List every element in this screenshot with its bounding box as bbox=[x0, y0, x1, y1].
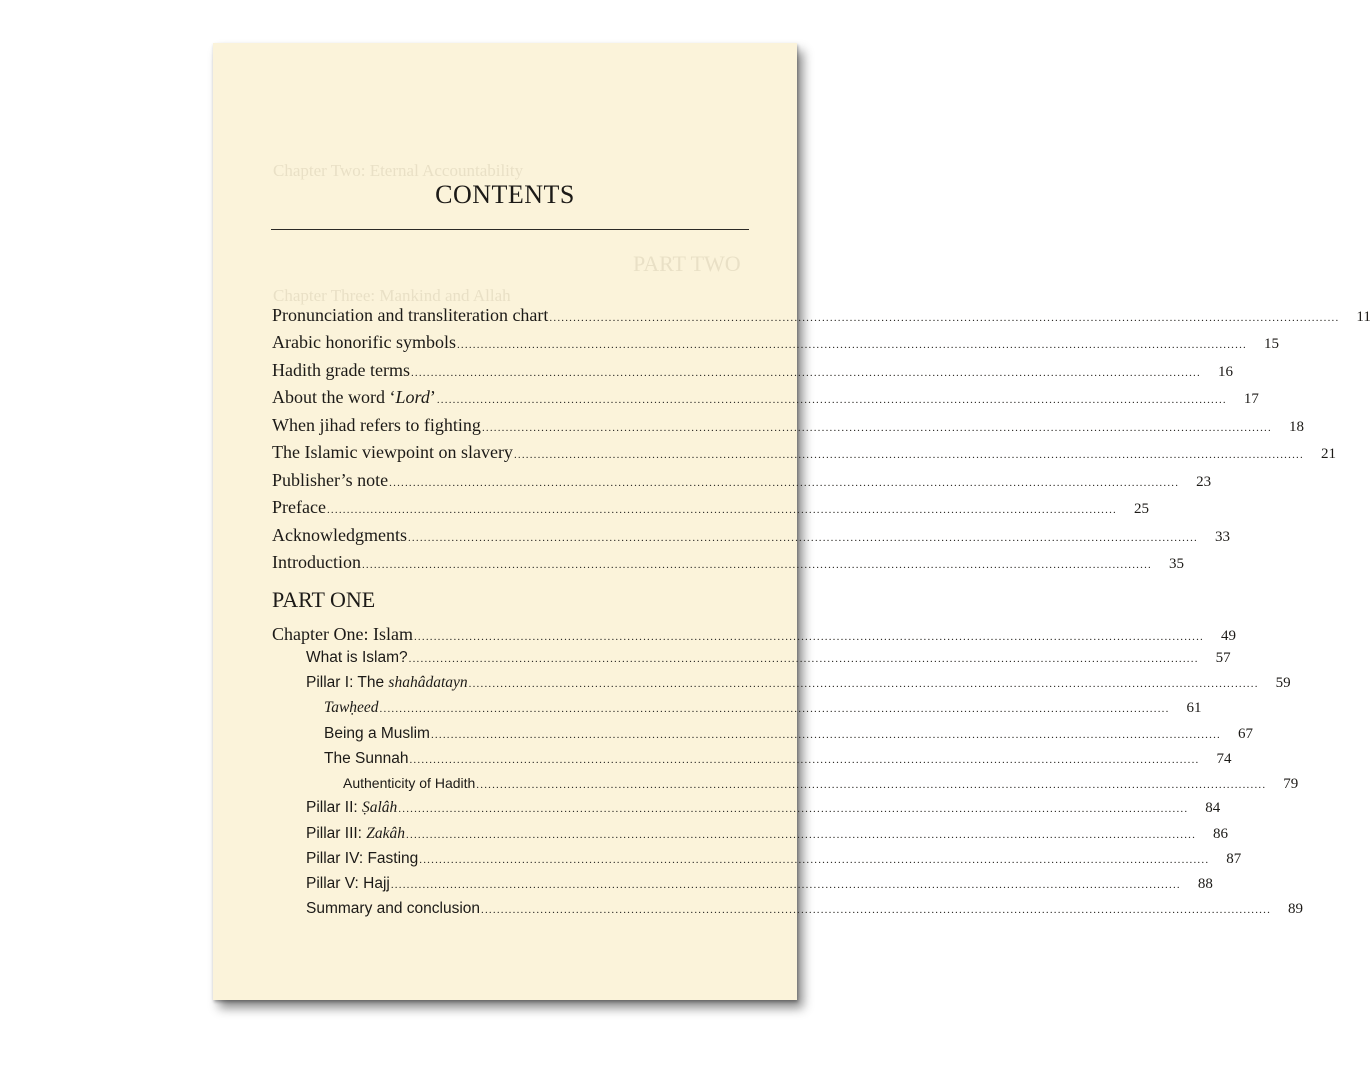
toc-page-number: 57 bbox=[1215, 650, 1231, 666]
toc-entry-publishers-note bbox=[272, 470, 1212, 496]
label-italic: Zakâh bbox=[366, 825, 406, 842]
label-italic: Lord bbox=[395, 387, 430, 407]
toc-entry-pillar-four bbox=[306, 850, 1242, 876]
toc-entry-hadith-grade-terms bbox=[272, 360, 1233, 386]
toc-entry-acknowledgments bbox=[272, 525, 1230, 551]
label-italic: shahâdatayn bbox=[388, 674, 468, 691]
toc-entry-label: The Sunnah bbox=[324, 750, 409, 767]
toc-entry-label: Summary and conclusion bbox=[306, 900, 481, 917]
toc-entry-pillar-three bbox=[306, 825, 1229, 851]
toc-entry-introduction bbox=[272, 552, 1184, 578]
toc-page-number: 25 bbox=[1133, 501, 1149, 517]
dot-leader: ........................................................................................................................................................................................................ bbox=[389, 477, 1180, 489]
toc-page-number: 74 bbox=[1216, 751, 1232, 767]
dot-leader: ........................................................................................................................................................................................................ bbox=[379, 703, 1170, 715]
dot-leader: ........................................................................................................................................................................................................ bbox=[398, 803, 1189, 815]
dot-leader: ........................................................................................................................................................................................................ bbox=[481, 422, 1272, 434]
toc-entry-label: The Islamic viewpoint on slavery bbox=[272, 442, 513, 462]
toc-page-number: 89 bbox=[1288, 901, 1304, 917]
toc-entry-pillar-two bbox=[306, 799, 1221, 825]
toc-page-number: 61 bbox=[1186, 700, 1202, 716]
toc-entry-label: Chapter One: Islam bbox=[272, 624, 413, 644]
title-rule bbox=[271, 229, 749, 230]
dot-leader: ........................................................................................................................................................................................................ bbox=[406, 829, 1197, 841]
toc-page-number: 84 bbox=[1205, 800, 1221, 816]
dot-leader: ........................................................................................................................................................................................................ bbox=[513, 449, 1304, 461]
dot-leader: ........................................................................................................................................................................................................ bbox=[476, 779, 1267, 791]
dot-leader: ........................................................................................................................................................................................................ bbox=[419, 854, 1210, 866]
show-through-line: PART TWO bbox=[633, 251, 741, 276]
toc-entry-tawheed bbox=[324, 699, 1202, 725]
toc-entry-label: Arabic honorific symbols bbox=[272, 332, 456, 352]
toc-entry-label bbox=[306, 674, 468, 692]
dot-leader: ........................................................................................................................................................................................................ bbox=[430, 729, 1221, 741]
label-text: Pillar I: The bbox=[306, 674, 389, 691]
toc-page-number: 49 bbox=[1220, 628, 1236, 644]
dot-leader: ........................................................................................................................................................................................................ bbox=[481, 904, 1272, 916]
toc-entry-label: Acknowledgments bbox=[272, 525, 407, 545]
toc-page-number: 88 bbox=[1197, 876, 1213, 892]
toc-page-number: 18 bbox=[1288, 419, 1304, 435]
toc-entry-pillar-five bbox=[306, 875, 1213, 901]
dot-leader: ........................................................................................................................................................................................................ bbox=[413, 631, 1204, 643]
toc-entry-label: Pillar IV: Fasting bbox=[306, 850, 419, 867]
toc-page-number: 21 bbox=[1320, 446, 1336, 462]
dot-leader: ........................................................................................................................................................................................................ bbox=[407, 532, 1198, 544]
toc-page-number: 87 bbox=[1226, 851, 1242, 867]
toc-entry-pillar-one bbox=[306, 674, 1291, 700]
toc-entry-label: Pillar V: Hajj bbox=[306, 875, 390, 892]
toc-page-number: 15 bbox=[1263, 336, 1279, 352]
toc-page-number: 16 bbox=[1217, 364, 1233, 380]
show-through-line: Chapter Two: Eternal Accountability bbox=[273, 161, 524, 180]
toc-entry-label bbox=[272, 387, 436, 408]
toc-entry-label: Authenticity of Hadith bbox=[343, 775, 476, 791]
toc-page-number: 23 bbox=[1196, 474, 1212, 490]
book-page bbox=[213, 43, 1371, 1000]
label-text: Pillar III: bbox=[306, 825, 367, 842]
dot-leader: ........................................................................................................................................................................................................ bbox=[326, 504, 1117, 516]
toc-entry-label bbox=[306, 799, 397, 817]
label-text: Pillar II: bbox=[306, 799, 362, 816]
dot-leader: ........................................................................................................................................................................................................ bbox=[390, 879, 1181, 891]
toc-entry-label: Introduction bbox=[272, 552, 361, 572]
dot-leader: ........................................................................................................................................................................................................ bbox=[409, 754, 1200, 766]
dot-leader: ........................................................................................................................................................................................................ bbox=[468, 678, 1259, 690]
dot-leader: ........................................................................................................................................................................................................ bbox=[361, 559, 1152, 571]
toc-entry-label: Preface bbox=[272, 497, 326, 517]
toc-entry-authenticity-of-hadith bbox=[343, 775, 1299, 801]
toc-entry-summary-and-conclusion bbox=[306, 900, 1304, 926]
toc-entry-what-is-islam bbox=[306, 649, 1231, 675]
toc-page-number: 17 bbox=[1243, 391, 1259, 407]
dot-leader: ........................................................................................................................................................................................................ bbox=[549, 312, 1340, 324]
label-text: ’ bbox=[429, 387, 436, 407]
toc-entry-the-sunnah bbox=[324, 750, 1232, 776]
toc-entry-being-a-muslim bbox=[324, 725, 1253, 751]
dot-leader: ........................................................................................................................................................................................................ bbox=[436, 394, 1227, 406]
toc-page-number: 67 bbox=[1237, 726, 1253, 742]
toc-entry-label bbox=[306, 825, 405, 843]
toc-page-number: 11 bbox=[1356, 309, 1371, 325]
toc-entry-about-lord bbox=[272, 387, 1259, 413]
toc-entry-label: Pronunciation and transliteration chart bbox=[272, 305, 549, 325]
toc-entry-label: Publisher’s note bbox=[272, 470, 389, 490]
toc-entry-label: Hadith grade terms bbox=[272, 360, 410, 380]
toc-entry-label: When jihad refers to fighting bbox=[272, 415, 481, 435]
page-title: CONTENTS bbox=[435, 180, 575, 209]
toc-page-number: 79 bbox=[1283, 776, 1299, 792]
toc-page-number: 33 bbox=[1214, 529, 1230, 545]
toc-entry-pronunciation-chart bbox=[272, 305, 1371, 331]
toc-entry-label: Being a Muslim bbox=[324, 725, 430, 742]
label-italic: Ṣalâh bbox=[361, 799, 398, 816]
toc-entry-chapter-one bbox=[272, 624, 1236, 650]
dot-leader: ........................................................................................................................................................................................................ bbox=[408, 653, 1199, 665]
dot-leader: ........................................................................................................................................................................................................ bbox=[456, 339, 1247, 351]
toc-page-number: 86 bbox=[1213, 826, 1229, 842]
part-heading: PART ONE bbox=[272, 587, 376, 612]
toc-page-number: 59 bbox=[1275, 675, 1291, 691]
dot-leader: ........................................................................................................................................................................................................ bbox=[410, 367, 1201, 379]
toc-entry-preface bbox=[272, 497, 1149, 523]
toc-entry-jihad-fighting bbox=[272, 415, 1304, 441]
toc-entry-slavery bbox=[272, 442, 1336, 468]
toc-entry-label bbox=[324, 699, 379, 717]
show-through-line: Chapter Three: Mankind and Allah bbox=[273, 286, 511, 305]
label-italic: Tawḥeed bbox=[324, 699, 379, 716]
toc-page-number: 35 bbox=[1168, 556, 1184, 572]
label-text: About the word ‘ bbox=[272, 387, 396, 407]
toc-entry-label: What is Islam? bbox=[306, 649, 408, 666]
toc-entry-honorific-symbols bbox=[272, 332, 1279, 358]
